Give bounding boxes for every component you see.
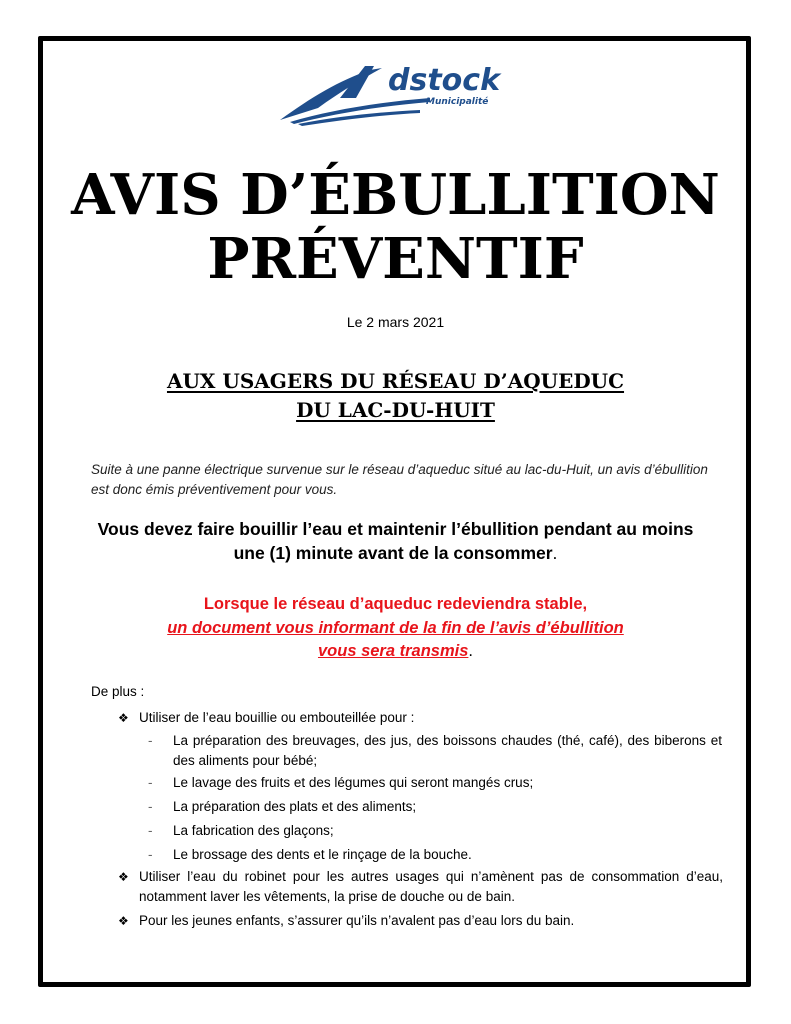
- notice-line2: un document vous informant de la fin de l’avis d’ébullition: [167, 619, 624, 637]
- diamond-bullet-icon: ❖: [118, 914, 129, 928]
- subtitle-line1: AUX USAGERS DU RÉSEAU D’AQUEDUC: [166, 369, 625, 393]
- warning-line2: une (1) minute avant de la consommer.: [233, 543, 558, 563]
- diamond-bullet-icon: ❖: [118, 870, 129, 884]
- diamond-bullet-icon: ❖: [118, 711, 129, 725]
- list-item: ❖ Utiliser l’eau du robinet pour les autres usages qui n’amènent pas de consommation d’eau, notamment laver les vêtements, la prise de douche ou de bain.: [118, 869, 723, 904]
- sub-list-item: - La préparation des plats et des aliments;: [148, 797, 722, 817]
- page-title-line2: PRÉVENTIF: [207, 226, 584, 292]
- notice-line1: Lorsque le réseau d’aqueduc redeviendra stable,: [203, 595, 588, 613]
- sub-list-item: - Le lavage des fruits et des légumes qui seront mangés crus;: [148, 773, 722, 793]
- adstock-logo: [270, 58, 530, 128]
- logo-subtitle: Municipalité: [426, 97, 489, 107]
- logo-text: dstock: [388, 63, 501, 98]
- notice-line3: vous sera transmis.: [317, 642, 473, 660]
- list-item: ❖ Pour les jeunes enfants, s’assurer qu’ils n’avalent pas d’eau lors du bain.: [118, 911, 723, 931]
- page-title-line1: AVIS D’ÉBULLITION: [71, 162, 720, 228]
- sub-list-item: - La fabrication des glaçons;: [148, 821, 722, 841]
- dash-icon: -: [148, 775, 153, 790]
- dash-icon: -: [148, 823, 153, 838]
- sub-list-item: - La préparation des breuvages, des jus, des boissons chaudes (thé, café), des biberons et des aliments pour bébé;: [148, 733, 722, 768]
- subtitle-line2: DU LAC-DU-HUIT: [296, 398, 495, 422]
- list-item: ❖ Utiliser de l’eau bouillie ou embouteillée pour :: [118, 708, 723, 728]
- dash-icon: -: [148, 733, 153, 748]
- sub-list-item: - Le brossage des dents et le rinçage de la bouche.: [148, 845, 722, 865]
- de-plus-label: De plus :: [91, 684, 145, 699]
- dash-icon: -: [148, 847, 153, 862]
- logo-swoosh-icon: [270, 58, 530, 128]
- notice-date: Le 2 mars 2021: [346, 314, 445, 330]
- intro-paragraph: Suite à une panne électrique survenue sur le réseau d’aqueduc situé au lac-du-Huit, un avis d’ébullition est donc émis préventivement pour vous.: [91, 462, 708, 497]
- dash-icon: -: [148, 799, 153, 814]
- warning-line1: Vous devez faire bouillir l’eau et maintenir l’ébullition pendant au moins: [97, 519, 694, 539]
